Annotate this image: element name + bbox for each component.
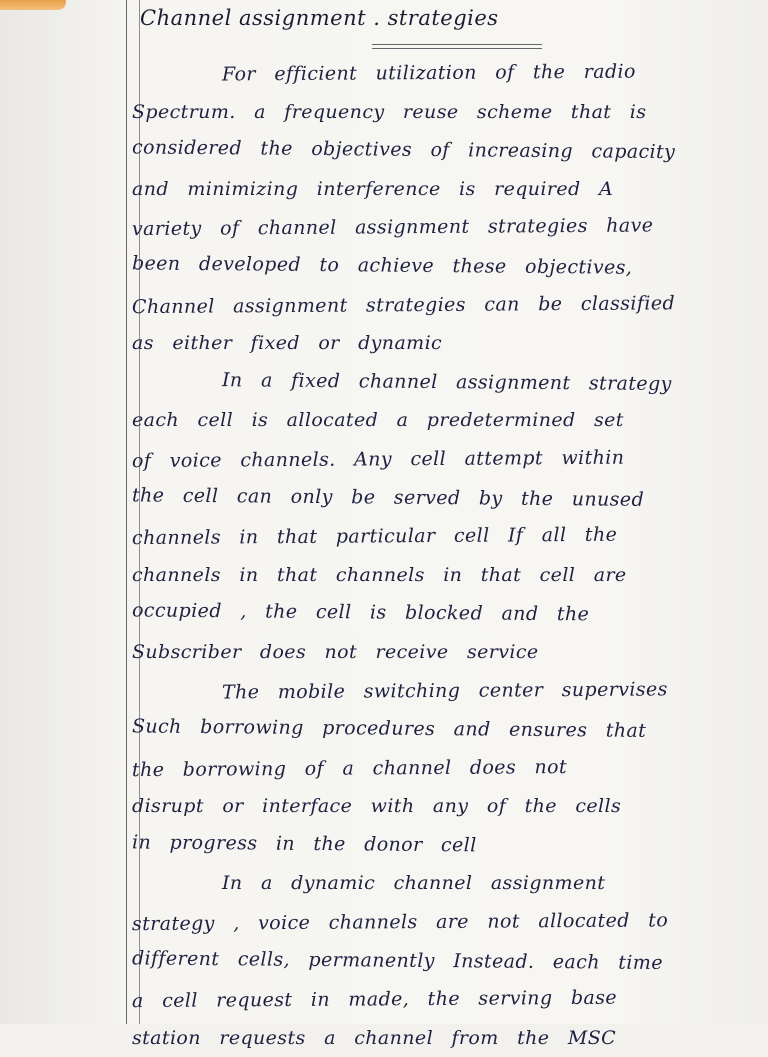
title-underline	[372, 44, 542, 49]
text-line: Such borrowing procedures and ensures that	[131, 715, 647, 742]
text-line: as either fixed or dynamic	[132, 332, 443, 355]
page-title: Channel assignment . strategies	[140, 6, 499, 30]
text-line: station requests a channel from the MSC	[132, 1026, 617, 1049]
text-line: of voice channels. Any cell attempt within	[131, 446, 625, 473]
text-line: In a dynamic channel assignment	[222, 872, 606, 895]
text-line: different cells, permanently Instead. each time	[131, 947, 663, 974]
text-line: each cell is allocated a predetermined set	[132, 409, 624, 432]
text-line: disrupt or interface with any of the cells	[132, 795, 622, 818]
text-line: strategy , voice channels are not allocated to	[131, 909, 669, 936]
text-line: In a fixed channel assignment strategy	[221, 368, 672, 395]
text-line: Subscriber does not receive service	[132, 640, 539, 663]
text-line: variety of channel assignment strategies have	[131, 214, 654, 241]
text-line: and minimizing interference is required A	[132, 177, 614, 200]
text-line: the borrowing of a channel does not	[131, 755, 568, 781]
text-line: For efficient utilization of the radio	[221, 60, 636, 86]
text-line: channels in that channels in that cell are	[132, 563, 627, 586]
text-line: been developed to achieve these objectives,	[131, 252, 633, 279]
text-line: occupied , the cell is blocked and the	[131, 599, 590, 626]
corner-tab	[0, 0, 66, 10]
text-line: in progress in the donor cell	[131, 831, 477, 857]
text-line: The mobile switching center supervises	[221, 677, 668, 703]
text-line: the cell can only be served by the unused	[131, 483, 645, 511]
text-line: a cell request in made, the serving base	[131, 986, 618, 1013]
text-line: Channel assignment strategies can be classified	[131, 291, 676, 318]
margin-line	[126, 0, 127, 1024]
text-line: channels in that particular cell If all the	[131, 523, 618, 550]
text-line: considered the objectives of increasing capacity	[131, 136, 676, 164]
text-line: Spectrum. a frequency reuse scheme that is	[132, 100, 647, 123]
handwritten-text	[132, 54, 732, 1057]
